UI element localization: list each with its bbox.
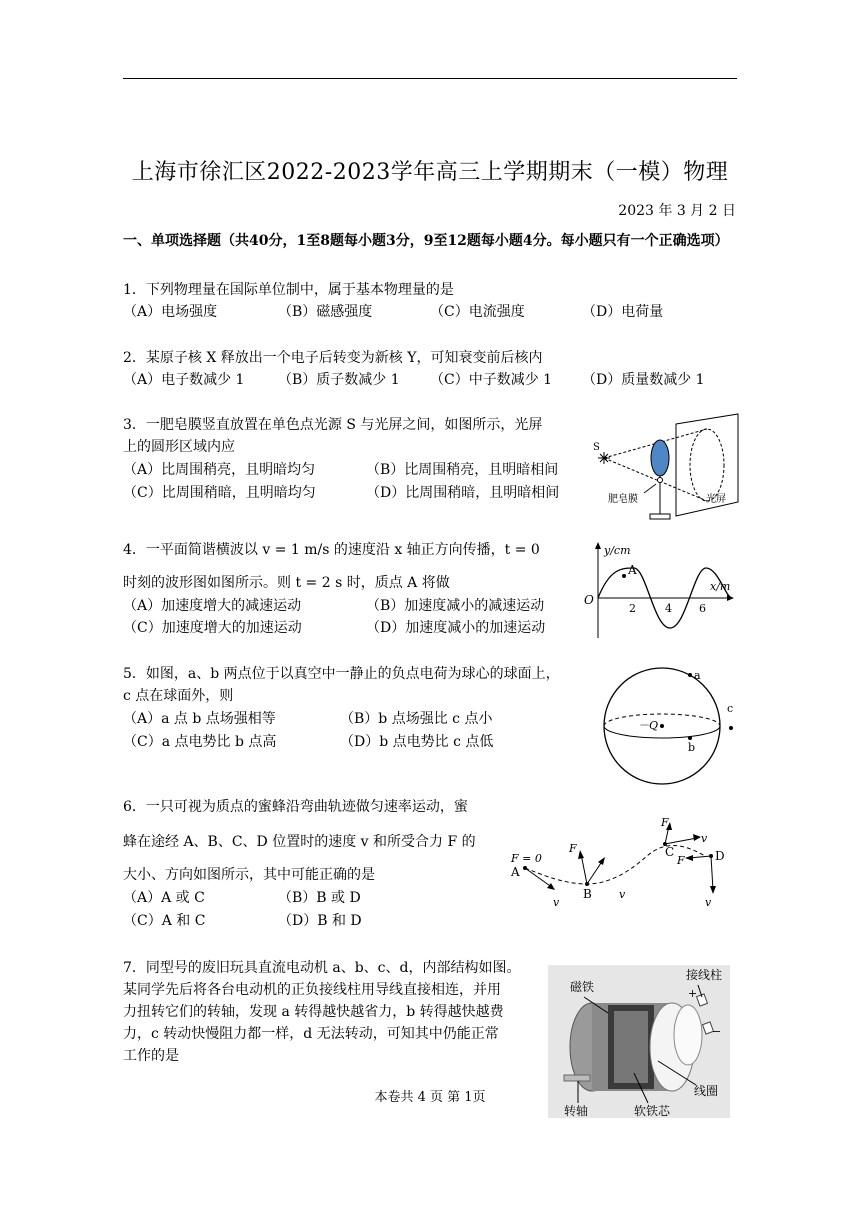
- q6-stem-line3: 大小、方向如图所示，其中可能正确的是: [123, 867, 375, 883]
- core-label: 软铁芯: [634, 1104, 671, 1118]
- magnet-label: 磁铁: [570, 980, 595, 994]
- q3-option-c: （C）比周围稍暗，且明暗均匀: [123, 485, 316, 501]
- soap-film: [651, 440, 669, 476]
- source-label: S: [593, 442, 600, 453]
- f-label-d: F: [677, 854, 685, 867]
- q5-option-a: （A）a 点 b 点场强相等: [123, 711, 276, 727]
- point-b-label: B: [583, 887, 592, 901]
- section-heading: 一、单项选择题（共40分，1至8题每小题3分，9至12题每小题4分。每小题只有一个正确选项）: [123, 233, 729, 249]
- q1-option-b: （B）磁感强度: [278, 304, 373, 320]
- q6-option-b: （B）B 或 D: [278, 890, 361, 906]
- q4-option-b: （B）加速度减小的减速运动: [366, 598, 545, 614]
- terminal-label: 接线柱: [686, 968, 723, 982]
- q6-stem-line1: 6．一只可视为质点的蜜蜂沿弯曲轨迹做匀速率运动，蜜: [123, 799, 468, 815]
- point-c-label: c: [727, 702, 734, 715]
- q4-stem-line1: 4．一平面简谐横波以 v = 1 m/s 的速度沿 x 轴正方向传播，t = 0: [123, 542, 540, 558]
- q6-option-a: （A）A 或 C: [123, 890, 205, 906]
- page-title: 上海市徐汇区2022-2023学年高三上学期期末（一模）物理: [131, 160, 729, 185]
- q4-stem-line2: 时刻的波形图如图所示。则 t = 2 s 时，质点 A 将做: [123, 575, 450, 591]
- x-axis-label: x/m: [710, 580, 731, 593]
- q3-stem-line1: 3．一肥皂膜竖直放置在单色点光源 S 与光屏之间，如图所示，光屏: [123, 417, 543, 433]
- v-label-d: v: [705, 896, 712, 909]
- q2-option-d: （D）质量数减少 1: [582, 372, 705, 388]
- q1-option-c: （C）电流强度: [430, 304, 525, 320]
- q1-option-d: （D）电荷量: [582, 304, 664, 320]
- plus-label: +: [688, 987, 698, 1000]
- point-a-label: a: [694, 669, 701, 682]
- q2-stem: 2．某原子核 X 释放出一个电子后转变为新核 Y，可知衰变前后核内: [123, 350, 543, 366]
- x-tick-2: 2: [629, 602, 636, 615]
- v-label-a: v: [553, 896, 560, 909]
- light-source-icon: [598, 452, 610, 464]
- q3-option-d: （D）比周围稍暗，且明暗相间: [366, 485, 560, 501]
- q5-option-d: （D）b 点电势比 c 点低: [340, 734, 494, 750]
- q1-stem: 1．下列物理量在国际单位制中，属于基本物理量的是: [123, 282, 454, 298]
- v-label-c: v: [701, 832, 708, 845]
- point-a-label: A: [511, 865, 520, 879]
- q4-option-c: （C）加速度增大的加速运动: [123, 620, 302, 636]
- q6-stem-line2: 蜂在途经 A、B、C、D 位置时的速度 v 和所受合力 F 的: [123, 834, 476, 850]
- f-label-c: F: [661, 816, 669, 829]
- point-b-label: b: [688, 741, 696, 754]
- f-zero-label: F = 0: [511, 852, 542, 865]
- page-footer: 本卷共 4 页 第 1页: [374, 1090, 486, 1105]
- point-a-label: A: [628, 563, 637, 577]
- point-d-label: D: [715, 849, 725, 863]
- origin-label: O: [584, 593, 594, 607]
- q4-option-d: （D）加速度减小的加速运动: [366, 620, 546, 636]
- q6-option-d: （D）B 和 D: [278, 913, 362, 929]
- point-c-label: C: [665, 845, 675, 859]
- charge-label: －Q: [638, 719, 659, 732]
- x-tick-6: 6: [699, 602, 706, 615]
- q7-stem-line4: 力，c 转动快慢阻力都一样，d 无法转动，可知其中仍能正常: [123, 1026, 499, 1042]
- y-axis-label: y/cm: [604, 544, 631, 557]
- coil-label: 线圈: [694, 1084, 719, 1098]
- bee-trajectory-figure: [505, 812, 737, 910]
- q2-option-c: （C）中子数减少 1: [430, 372, 553, 388]
- q5-option-c: （C）a 点电势比 b 点高: [123, 734, 277, 750]
- q7-stem-line1: 7．同型号的废旧玩具直流电动机 a、b、c、d，内部结构如图。: [123, 960, 521, 976]
- film-label: 肥皂膜: [608, 494, 638, 505]
- sphere-figure: [598, 662, 743, 792]
- v-label-b: v: [619, 888, 626, 901]
- soap-film-figure: [590, 410, 750, 530]
- minus-label: −: [712, 1025, 722, 1038]
- q5-stem-line2: c 点在球面外，则: [123, 688, 234, 704]
- exam-date: 2023 年 3 月 2 日: [618, 203, 736, 219]
- x-tick-4: 4: [665, 602, 672, 615]
- q2-option-b: （B）质子数减少 1: [278, 372, 400, 388]
- q5-option-b: （B）b 点场强比 c 点小: [340, 711, 493, 727]
- wave-graph-figure: [582, 540, 742, 640]
- screen-label: 光屏: [706, 494, 726, 505]
- q3-stem-line2: 上的圆形区域内应: [123, 439, 235, 455]
- q5-stem-line1: 5．如图，a、b 两点位于以真空中一静止的负点电荷为球心的球面上，: [123, 666, 560, 682]
- q3-option-a: （A）比周围稍亮，且明暗均匀: [123, 462, 316, 478]
- q1-option-a: （A）电场强度: [123, 304, 218, 320]
- q3-option-b: （B）比周围稍亮，且明暗相间: [366, 462, 559, 478]
- f-label-b: F: [569, 842, 577, 855]
- top-rule: [123, 78, 737, 79]
- q7-stem-line2: 某同学先后将各台电动机的正负接线柱用导线直接相连，并用: [123, 982, 501, 998]
- q7-stem-line3: 力扭转它们的转轴，发现 a 转得越快越省力，b 转得越快越费: [123, 1004, 504, 1020]
- q2-option-a: （A）电子数减少 1: [123, 372, 245, 388]
- q4-option-a: （A）加速度增大的减速运动: [123, 598, 302, 614]
- q7-stem-line5: 工作的是: [123, 1048, 179, 1064]
- shaft-label: 转轴: [564, 1104, 589, 1118]
- q6-option-c: （C）A 和 C: [123, 913, 206, 929]
